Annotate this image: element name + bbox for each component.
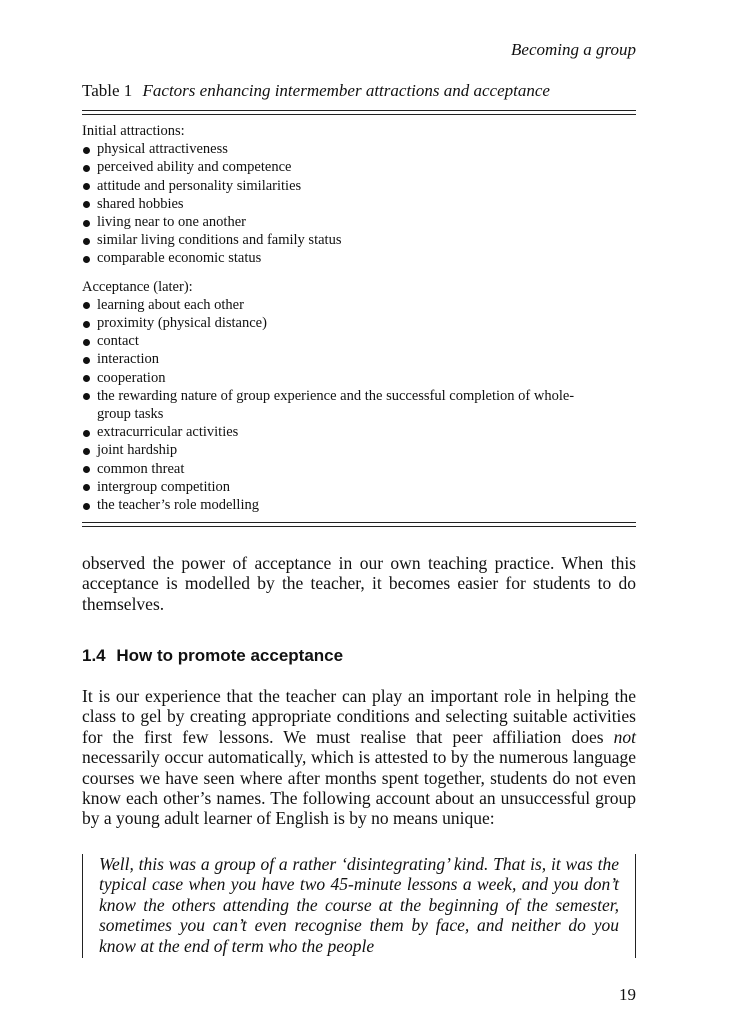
table-top-rule-inner xyxy=(82,114,636,115)
running-head: Becoming a group xyxy=(511,40,636,59)
list-item: the teacher’s role modelling xyxy=(82,496,636,514)
table-caption-text: Factors enhancing intermember attractions and acceptance xyxy=(142,81,550,100)
list-item: joint hardship xyxy=(82,441,636,459)
paragraph-2-text: It is our experience that the teacher can play an important role in helping the class to gel by creating appropriate conditions and selecting suitable activities for the first few lessons. We must realise that peer affiliation does xyxy=(82,686,636,747)
section-heading xyxy=(82,646,343,666)
list-item: learning about each other xyxy=(82,296,636,314)
list-item: the rewarding nature of group experience and the successful completion of whole-group tasks xyxy=(82,387,636,423)
list-item: shared hobbies xyxy=(82,195,636,213)
paragraph-2 xyxy=(82,686,636,829)
table-bottom-rule-inner xyxy=(82,522,636,523)
paragraph-1: observed the power of acceptance in our own teaching practice. When this acceptance is modelled by the teacher, it becomes easier for students to do themselves. xyxy=(82,553,636,614)
initial-attractions-list xyxy=(82,140,636,267)
list-item: proximity (physical distance) xyxy=(82,314,636,332)
book-page xyxy=(82,0,636,1024)
list-item: physical attractiveness xyxy=(82,140,636,158)
page-number: 19 xyxy=(619,985,636,1004)
factors-table xyxy=(82,122,636,514)
table-label: Table 1 xyxy=(82,81,133,100)
list-item: interaction xyxy=(82,350,636,368)
acceptance-heading: Acceptance (later): xyxy=(82,278,193,295)
learner-quote xyxy=(82,854,636,958)
list-item: comparable economic status xyxy=(82,249,636,267)
list-item: extracurricular activities xyxy=(82,423,636,441)
section-number: 1.4 xyxy=(82,646,106,665)
list-item: perceived ability and competence xyxy=(82,158,636,176)
list-item: similar living conditions and family status xyxy=(82,231,636,249)
initial-attractions-heading: Initial attractions: xyxy=(82,123,185,139)
table-caption xyxy=(82,81,550,101)
acceptance-list xyxy=(82,296,636,514)
section-title: How to promote acceptance xyxy=(116,646,344,665)
list-item: intergroup competition xyxy=(82,478,636,496)
table-top-rule xyxy=(82,110,636,111)
list-item: living near to one another xyxy=(82,213,636,231)
list-item: contact xyxy=(82,332,636,350)
emphasis-not: not xyxy=(613,726,636,747)
table-bottom-rule xyxy=(82,526,636,527)
list-item: attitude and personality similarities xyxy=(82,177,636,195)
list-item: cooperation xyxy=(82,369,636,387)
paragraph-2-text-continued: necessarily occur automatically, which is attested to by the numerous language courses we have seen where after months spent together, students do not even know each other’s names. The following account about an unsuccessful group by a young adult learner of English is by no means unique: xyxy=(82,747,636,829)
list-item: common threat xyxy=(82,460,636,478)
quote-text: Well, this was a group of a rather ‘disintegrating’ kind. That is, it was the typical case when you have two 45-minute lessons a week, and you don’t know the others attending the course at the beginning of the semester, sometimes you can’t even recognise them by face, and neither do you know at the end of term who the people xyxy=(99,854,619,956)
